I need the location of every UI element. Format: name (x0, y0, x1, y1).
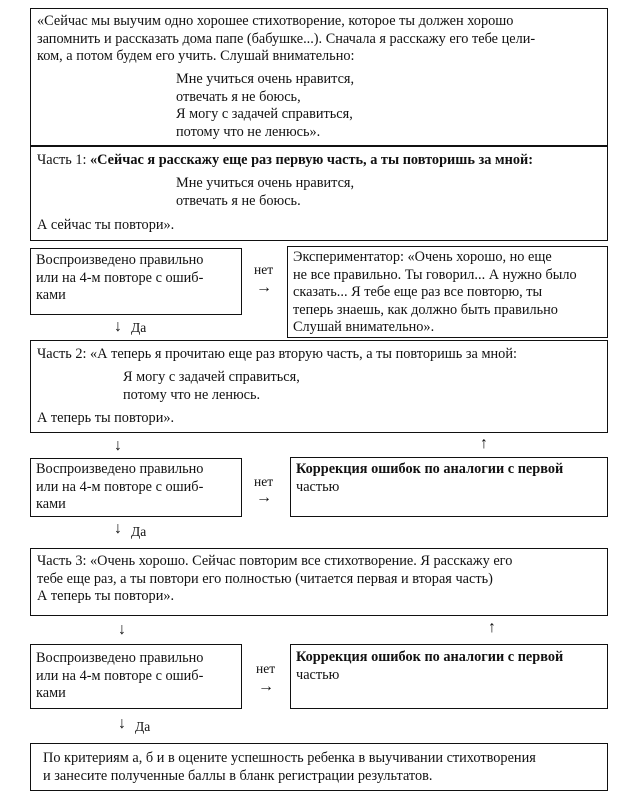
condition-line: или на 4-м повторе с ошиб- (36, 478, 204, 495)
final-text (43, 750, 605, 785)
condition-line: или на 4-м повторе с ошиб- (36, 269, 204, 286)
right-arrow-icon: → (258, 678, 274, 695)
check1-no-label: нет (254, 262, 274, 277)
part3-text (37, 553, 609, 606)
check1-condition (36, 252, 203, 305)
part3-line: тебе еще раз, а ты повтори его полностью (читается первая и вторая часть) (37, 570, 493, 587)
check1-feedback-box (287, 246, 608, 338)
poem-line: Мне учиться очень нравится, (176, 175, 355, 191)
intro-line: ком, а потом будем его учить. Слушай внимательно: (37, 48, 355, 65)
part1-box (30, 146, 608, 241)
poem-line: отвечать я не боюсь. (176, 192, 301, 209)
final-line: По критериям а, б и в оцените успешность ребенка в выучивании стихотворения (43, 750, 536, 766)
part3-line: А теперь ты повтори». (37, 588, 175, 605)
part3-box (30, 548, 608, 616)
intro-text (37, 13, 609, 66)
feedback-line: Слушай внимательно». (293, 319, 435, 336)
correction-line: частью (296, 666, 340, 683)
part2-closing: А теперь ты повтори». (37, 410, 175, 426)
poem-line: Я могу с задачей справиться, (123, 369, 300, 385)
feedback-line: сказать... Я тебе еще раз все повторю, ты (293, 284, 543, 301)
correction-line: Коррекция ошибок по аналогии с первой (296, 461, 564, 477)
check2-yes-label: Да (131, 524, 147, 539)
condition-line: или на 4-м повторе с ошиб- (36, 667, 204, 684)
poem-line: потому что не ленюсь». (176, 123, 321, 140)
part2-box (30, 340, 608, 433)
condition-line: Воспроизведено правильно (36, 461, 204, 477)
part2-poem (123, 369, 300, 404)
poem-line: потому что не ленюсь. (123, 386, 261, 403)
intro-poem (176, 71, 354, 141)
check1-yes-label: Да (131, 320, 147, 335)
feedback-line: не все правильно. Ты говорил... А нужно было (293, 266, 577, 283)
condition-line: ками (36, 685, 66, 702)
feedback-line: Экспериментатор: «Очень хорошо, но еще (293, 249, 552, 265)
part1-poem (176, 175, 354, 210)
correction-line: Коррекция ошибок по аналогии с первой (296, 649, 564, 665)
final-box (30, 743, 608, 791)
check3-condition (36, 650, 203, 703)
part2-instruction: Часть 2: «А теперь я прочитаю еще раз вторую часть, а ты повторишь за мной: (37, 346, 517, 362)
check2-condition (36, 461, 203, 514)
check2-correction (296, 461, 563, 496)
down-arrow-icon: ↓ (114, 437, 122, 454)
check3-correction-box (290, 644, 608, 709)
check3-yes-label: Да (135, 719, 151, 734)
right-arrow-icon: → (256, 279, 272, 296)
condition-line: Воспроизведено правильно (36, 252, 204, 268)
condition-line: Воспроизведено правильно (36, 650, 204, 666)
check1-feedback (293, 249, 577, 337)
check2-no-label: нет (254, 474, 274, 489)
up-arrow-icon: ↑ (480, 435, 488, 452)
down-arrow-icon: ↓ (118, 715, 126, 732)
check3-no-label: нет (256, 661, 276, 676)
down-arrow-icon: ↓ (114, 318, 122, 335)
part1-instruction-text: «Сейчас я расскажу еще раз первую часть, а ты повторишь за мной: (90, 152, 534, 168)
part1-closing: А сейчас ты повтори». (37, 217, 175, 233)
check3-condition-box (30, 644, 242, 709)
intro-line: «Сейчас мы выучим одно хорошее стихотворение, которое ты должен хорошо (37, 13, 514, 29)
poem-line: отвечать я не боюсь, (176, 88, 301, 105)
part3-line: Часть 3: «Очень хорошо. Сейчас повторим все стихотворение. Я расскажу его (37, 553, 513, 569)
intro-line: запомнить и рассказать дома папе (бабушке...). Сначала я расскажу его тебе цели- (37, 30, 536, 47)
final-line: и занесите полученные баллы в бланк регистрации результатов. (43, 767, 433, 784)
check1-condition-box (30, 248, 242, 315)
condition-line: ками (36, 287, 66, 304)
down-arrow-icon: ↓ (114, 520, 122, 537)
up-arrow-icon: ↑ (488, 619, 496, 636)
intro-box (30, 8, 608, 146)
poem-line: Я могу с задачей справиться, (176, 106, 353, 123)
part1-label: Часть 1: (37, 152, 87, 168)
feedback-line: теперь знаешь, как должно быть правильно (293, 301, 558, 318)
check2-correction-box (290, 457, 608, 517)
part1-instruction (37, 152, 533, 170)
check3-correction (296, 649, 563, 684)
right-arrow-icon: → (256, 489, 272, 506)
condition-line: ками (36, 496, 66, 513)
correction-line: частью (296, 478, 340, 495)
down-arrow-icon: ↓ (118, 621, 126, 638)
poem-line: Мне учиться очень нравится, (176, 71, 355, 87)
check2-condition-box (30, 458, 242, 517)
